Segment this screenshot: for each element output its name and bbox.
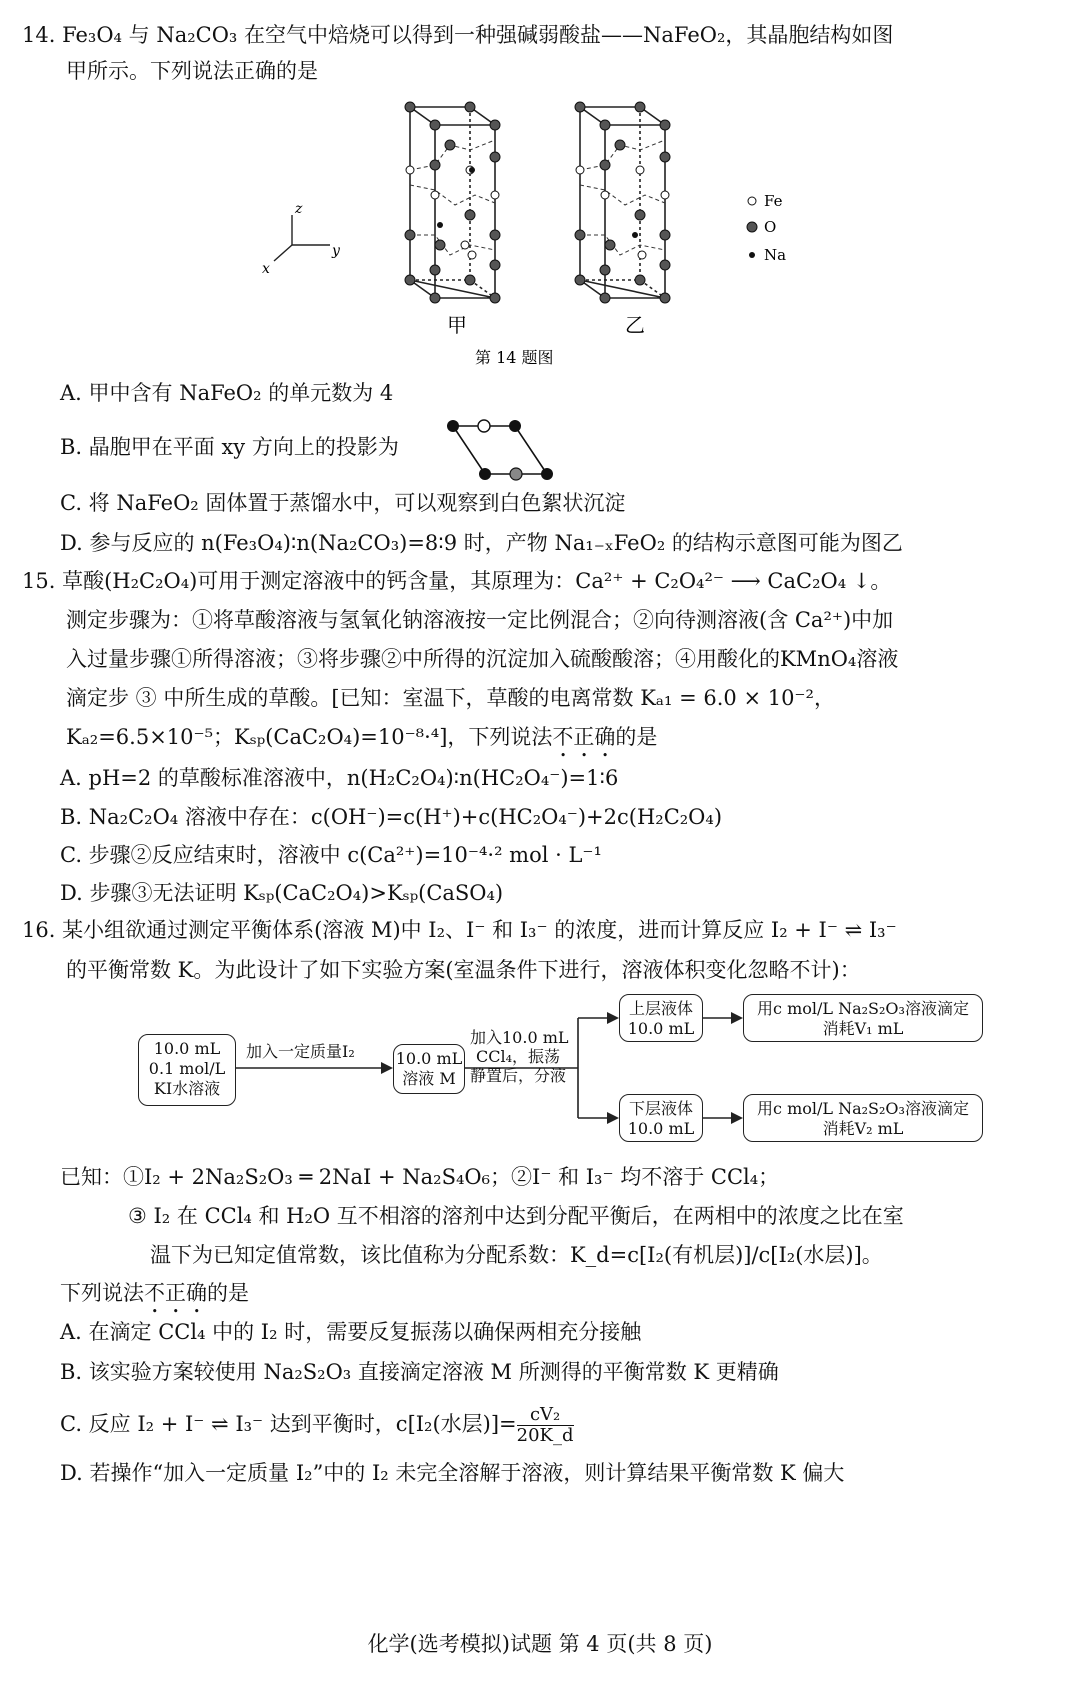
flow-box-ki-solution	[138, 1034, 236, 1106]
q15-line2: 测定步骤为：①将草酸溶液与氢氧化钠溶液按一定比例混合；②向待测溶液(含 Ca²⁺)中加	[66, 608, 894, 632]
flow-arrow2-label	[470, 1028, 569, 1085]
q16-question	[60, 1278, 249, 1318]
q14-option-c: C. 将 NaFeO₂ 固体置于蒸馏水中，可以观察到白色絮状沉淀	[60, 491, 626, 515]
flow-box-upper-layer	[619, 994, 703, 1042]
q16-option-c-text: C. 反应 I₂ + I⁻ ⇌ I₃⁻ 达到平衡时，c[I₂(水层)]=	[60, 1412, 517, 1436]
q16-question-c: 的是	[207, 1281, 249, 1305]
q16-option-d: D. 若操作“加入一定质量 I₂”中的 I₂ 未完全溶解于溶液，则计算结果平衡常数 K 偏大	[60, 1461, 845, 1485]
q16-line1: 16. 某小组欲通过测定平衡体系(溶液 M)中 I₂、I⁻ 和 I₃⁻ 的浓度，进而计算反应 I₂ + I⁻ ⇌ I₃⁻	[22, 918, 897, 942]
flow-arrow2-l2: CCl₄，振荡	[476, 1047, 561, 1066]
flow-mid-l2: 溶液 M	[402, 1069, 456, 1088]
q14-option-b: B. 晶胞甲在平面 xy 方向上的投影为	[60, 435, 399, 459]
flow-lower-result-l2: 消耗V₂ mL	[822, 1119, 904, 1138]
q15-line1: 15. 草酸(H₂C₂O₄)可用于测定溶液中的钙含量，其原理为：Ca²⁺ + C₂O₄²⁻ ⟶ CaC₂O₄ ↓。	[22, 569, 892, 593]
q16-option-b: B. 该实验方案较使用 Na₂S₂O₃ 直接滴定溶液 M 所测得的平衡常数 K 更精确	[60, 1360, 779, 1384]
q16-question-a: 下列说法	[60, 1281, 144, 1305]
legend-fe-label: Fe	[764, 192, 783, 210]
fraction-denominator: 20K_d	[516, 1425, 574, 1446]
fraction-numerator: cV₂	[517, 1405, 574, 1426]
q16-option-c	[60, 1398, 574, 1450]
flow-box-lower-layer	[619, 1094, 703, 1142]
flow-upper-l1: 上层液体	[628, 999, 693, 1018]
q15-line4: 滴定步 ③ 中所生成的草酸。[已知：室温下，草酸的电离常数 Kₐ₁ = 6.0 × 10⁻²，	[66, 686, 835, 710]
q15-line5-a: Kₐ₂=6.5×10⁻⁵；Kₛₚ(CaC₂O₄)=10⁻⁸·⁴]，下列说法	[66, 725, 553, 749]
q15-emphasis: 不正确	[552, 725, 616, 749]
q16-known-3: 温下为已知定值常数，该比值称为分配系数：K_d=c[I₂(有机层)]/c[I₂(水层)]。	[150, 1243, 883, 1267]
q15-line3: 入过量步骤①所得溶液；③将步骤②中所得的沉淀加入硫酸酸溶；④用酸化的KMnO₄溶液	[66, 647, 899, 671]
flow-mid-l1: 10.0 mL	[395, 1049, 463, 1068]
flow-start-l1: 10.0 mL	[153, 1039, 221, 1058]
q14-option-a: A. 甲中含有 NaFeO₂ 的单元数为 4	[60, 381, 394, 405]
flow-arrow1-label: 加入一定质量I₂	[246, 1042, 355, 1061]
legend-o-label: O	[764, 218, 777, 236]
fig-label-jia: 甲	[447, 313, 467, 337]
fig-caption: 第 14 题图	[475, 348, 554, 367]
flow-start-l3: KI水溶液	[153, 1079, 221, 1098]
flow-upper-l2: 10.0 mL	[627, 1019, 695, 1038]
q14-option-d: D. 参与反应的 n(Fe₃O₄)∶n(Na₂CO₃)=8∶9 时，产物 Na₁₋ₓFeO₂ 的结构示意图可能为图乙	[60, 531, 903, 555]
flow-start-l2: 0.1 mol/L	[148, 1059, 226, 1078]
flow-arrow2-l1: 加入10.0 mL	[470, 1028, 569, 1047]
q16-known-1: 已知：①I₂ + 2Na₂S₂O₃ ═ 2NaI + Na₂S₄O₆；②I⁻ 和 I₃⁻ 均不溶于 CCl₄；	[60, 1165, 780, 1189]
flow-box-lower-titration	[743, 1094, 983, 1142]
flow-lower-result-l1: 用c mol/L Na₂S₂O₃溶液滴定	[757, 1099, 969, 1118]
q15-option-a: A. pH=2 的草酸标准溶液中，n(H₂C₂O₄)∶n(HC₂O₄⁻)=1∶6	[60, 766, 619, 790]
flow-box-upper-titration	[743, 994, 983, 1042]
flow-box-solution-m	[393, 1044, 465, 1094]
axis-z-label: z	[295, 201, 303, 217]
flow-lower-l1: 下层液体	[628, 1099, 693, 1118]
flow-arrow2-l3: 静置后，分液	[470, 1066, 567, 1085]
q15-line5-c: 的是	[615, 725, 658, 749]
flow-upper-result-l2: 消耗V₁ mL	[822, 1019, 904, 1038]
q16-option-a: A. 在滴定 CCl₄ 中的 I₂ 时，需要反复振荡以确保两相充分接触	[60, 1320, 642, 1344]
q16-line2: 的平衡常数 K。为此设计了如下实验方案(室温条件下进行，溶液体积变化忽略不计)：	[66, 958, 861, 982]
q14-stem-line1: 14. Fe₃O₄ 与 Na₂CO₃ 在空气中焙烧可以得到一种强碱弱酸盐——NaFeO₂，其晶胞结构如图	[22, 23, 894, 47]
q16-known-2: ③ I₂ 在 CCl₄ 和 H₂O 互不相溶的溶剂中达到分配平衡后，在两相中的浓度之比在室	[128, 1204, 904, 1228]
axis-x-label: x	[262, 261, 270, 277]
q16-emphasis: 不正确	[144, 1281, 207, 1305]
page-footer: 化学(选考模拟)试题 第 4 页(共 8 页)	[367, 1632, 713, 1656]
flow-upper-result-l1: 用c mol/L Na₂S₂O₃溶液滴定	[757, 999, 969, 1018]
flow-lower-l2: 10.0 mL	[627, 1119, 695, 1138]
q15-option-c: C. 步骤②反应结束时，溶液中 c(Ca²⁺)=10⁻⁴·² mol · L⁻¹	[60, 843, 602, 867]
q15-option-d: D. 步骤③无法证明 Kₛₚ(CaC₂O₄)>Kₛₚ(CaSO₄)	[60, 881, 504, 905]
q16-option-c-fraction	[517, 1405, 574, 1446]
legend-na-label: Na	[764, 246, 787, 264]
fig-label-yi: 乙	[625, 313, 645, 337]
q14-stem-line2: 甲所示。下列说法正确的是	[66, 59, 318, 83]
axis-y-label: y	[332, 243, 340, 259]
q15-option-b: B. Na₂C₂O₄ 溶液中存在：c(OH⁻)=c(H⁺)+c(HC₂O₄⁻)+2c(H₂C₂O₄)	[60, 805, 723, 829]
